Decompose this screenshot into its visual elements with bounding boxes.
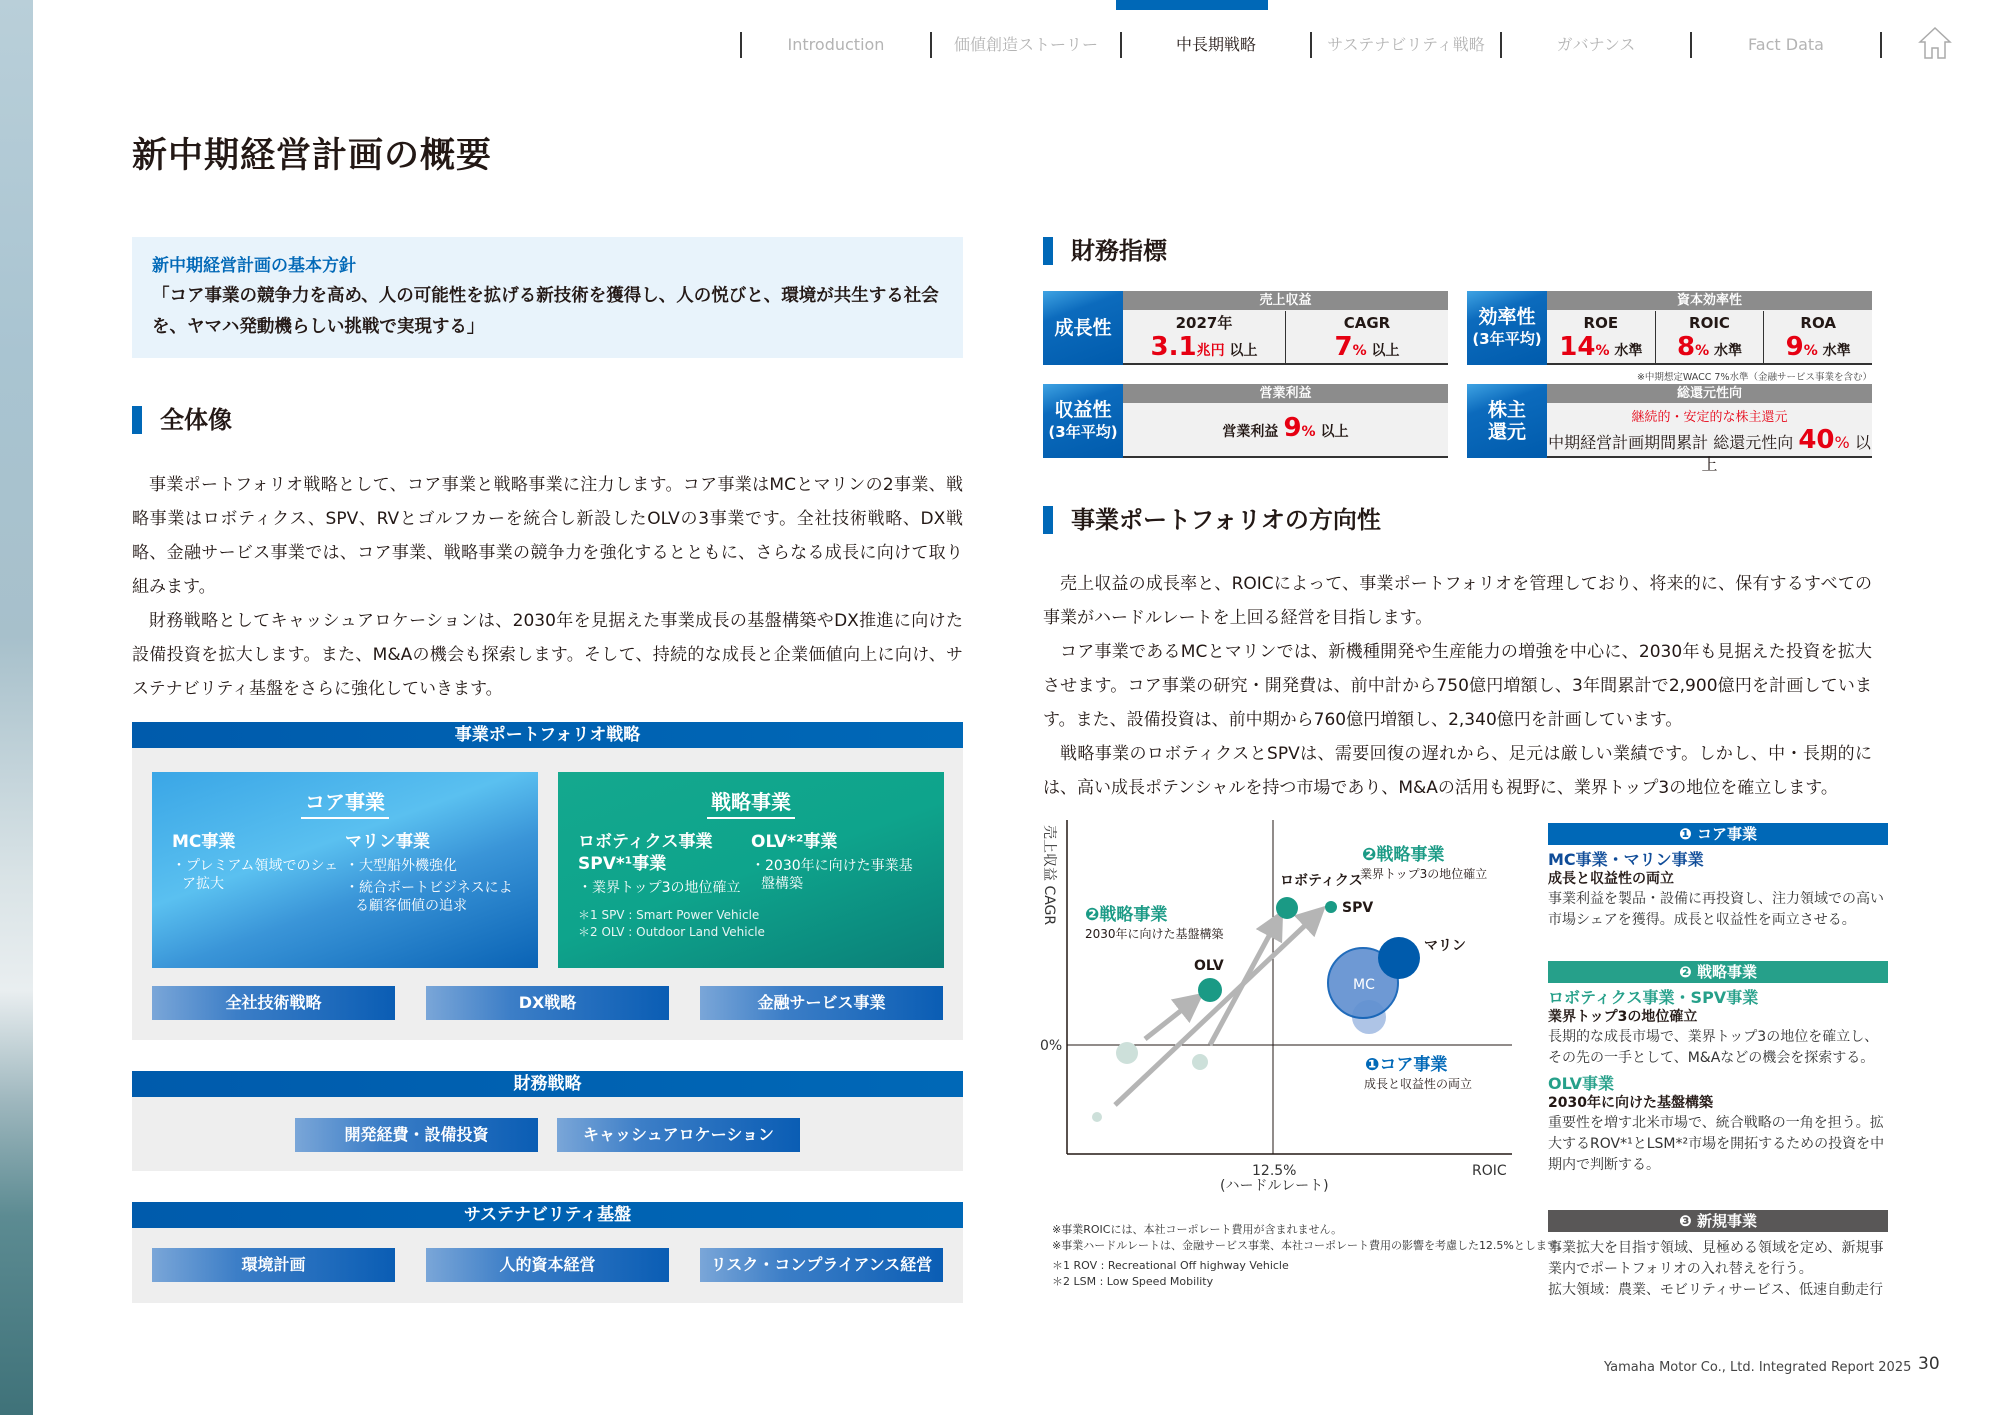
- x-axis-label: ROIC: [1472, 1163, 1507, 1179]
- side-subheading: 成長と収益性の両立: [1548, 871, 1674, 887]
- footnote: ＊1 SPV : Smart Power Vehicle: [578, 908, 760, 922]
- tab-introduction[interactable]: Introduction: [740, 32, 930, 58]
- side-band-new: ❸ 新規事業: [1548, 1210, 1888, 1232]
- direction-heading: 事業ポートフォリオの方向性: [1043, 505, 1381, 535]
- portfolio-strategy-panel: [132, 722, 963, 1040]
- metrics-heading: 財務指標: [1043, 236, 1167, 266]
- bullet: ・プレミアム領域でのシェア拡大: [172, 858, 339, 892]
- svg-text:OLV: OLV: [1194, 958, 1224, 974]
- metric-key: ROA: [1800, 313, 1836, 332]
- chart-notes: ※事業ROICには、本社コーポレート費用が含まれません。 ※事業ハードルレートは、金融サービス事業、本社コーポレート費用の影響を考慮した12.5%とします。 ＊1 ROV : Recreational Off highway Vehicle ＊2 LSM : Low Speed Mobility: [1052, 1223, 1569, 1288]
- side-heading: OLV事業: [1548, 1074, 1614, 1093]
- bullet: ・大型船外機強化: [345, 858, 457, 874]
- svg-text:(ハードルレート): (ハードルレート): [1220, 1178, 1329, 1194]
- report-name: Yamaha Motor Co., Ltd. Integrated Report 2025: [1604, 1360, 1912, 1375]
- side-text: 重要性を増す北米市場で、統合戦略の一角を担う。拡大するROV*¹とLSM*²市場を開拓するための投資を中期内で判断する。: [1548, 1115, 1885, 1173]
- svg-text:0%: 0%: [1040, 1038, 1063, 1054]
- direction-paragraph: 戦略事業のロボティクスとSPVは、需要回復の遅れから、足元は厳しい業績です。しかし、中・長期的には、高い成長ポテンシャルを持つ市場であり、M&Aの活用も視野に、業界トップ3の地位を確立します。: [1043, 744, 1872, 798]
- tab-value-creation[interactable]: 価値創造ストーリー: [930, 32, 1120, 58]
- side-core: [1548, 823, 1888, 931]
- overview-paragraph: 事業ポートフォリオ戦略として、コア事業と戦略事業に注力します。コア事業はMCとマリンの2事業、戦略事業はロボティクス、SPV、RVとゴルフカーを統合し新設したOLVの3事業です。全社技術戦略、DX戦略、金融サービス事業では、コア事業、戦略事業の競争力を強化するとともに、さらなる成長に向けて取り組みます。: [132, 475, 963, 597]
- metric-value: 8: [1677, 331, 1696, 362]
- svg-text:❷戦略事業: ❷戦略事業: [1362, 845, 1445, 865]
- side-heading: MC事業・マリン事業: [1548, 850, 1704, 869]
- page-title: 新中期経営計画の概要: [132, 136, 493, 176]
- policy-title: 新中期経営計画の基本方針: [152, 256, 356, 276]
- direction-paragraph: 売上収益の成長率と、ROICによって、事業ポートフォリオを管理しており、将来的に、保有するすべての事業がハードルレートを上回る経営を目指します。: [1043, 574, 1872, 628]
- bullet: ・2030年に向けた事業基盤構築: [751, 858, 913, 892]
- sub-box: 開発経費・設備投資: [295, 1118, 538, 1152]
- metric-head: 資本効率性: [1547, 291, 1872, 310]
- strategic-business-box: [558, 772, 944, 968]
- sub-box: DX戦略: [426, 986, 669, 1020]
- active-tab-indicator: [1116, 0, 1268, 10]
- robotics-business: ロボティクス事業: [578, 832, 713, 852]
- tab-governance[interactable]: ガバナンス: [1500, 32, 1690, 58]
- bubble-spv: [1325, 901, 1337, 913]
- side-band-strategic: ❷ 戦略事業: [1548, 961, 1888, 983]
- panel-band: 財務戦略: [132, 1071, 963, 1097]
- nav-divider: [1880, 32, 1882, 58]
- mc-business: MC事業: [172, 832, 236, 852]
- tab-fact-data[interactable]: Fact Data: [1690, 32, 1880, 58]
- spv-business: SPV*¹事業: [578, 854, 667, 874]
- metric-key: ROE: [1583, 313, 1619, 332]
- metric-label: 効率性: [1478, 306, 1536, 328]
- finance-strategy-panel: [132, 1071, 963, 1171]
- metric-label: 収益性: [1054, 399, 1112, 421]
- overview-paragraph: 財務戦略としてキャッシュアロケーションは、2030年を見据えた事業成長の基盤構築やDX推進に向けた設備投資を拡大します。また、M&Aの機会も探索します。そして、持続的な成長と企業価値向上に向け、サステナビリティ基盤をさらに強化していきます。: [132, 611, 963, 699]
- svg-text:12.5%: 12.5%: [1252, 1163, 1297, 1179]
- strategic-title: 戦略事業: [707, 786, 795, 819]
- metric-profitability: 収益性 (3年平均) 営業利益 営業利益 9% 以上: [1043, 384, 1448, 462]
- sub-box: リスク・コンプライアンス経営: [700, 1248, 943, 1282]
- svg-text:マリン: マリン: [1424, 938, 1466, 954]
- core-title: コア事業: [301, 786, 389, 819]
- metric-key: 2027年: [1175, 313, 1233, 332]
- direction-body: [1043, 567, 1872, 805]
- side-text: 長期的な成長市場で、業界トップ3の地位を確立し、その先の一手として、M&Aなどの機会を探索する。: [1548, 1029, 1879, 1066]
- svg-text:❶コア事業: ❶コア事業: [1365, 1055, 1448, 1075]
- bubble-robotics: [1276, 897, 1298, 919]
- metric-value: 14: [1559, 331, 1596, 362]
- metric-key: ROIC: [1689, 313, 1730, 332]
- side-subheading: 2030年に向けた基盤構築: [1548, 1095, 1713, 1111]
- overview-heading: 全体像: [132, 405, 232, 435]
- policy-text: 「コア事業の競争力を高め、人の可能性を拡げる新技術を獲得し、人の悦びと、環境が共生する社会を、ヤマハ発動機らしい挑戦で実現する」: [152, 286, 939, 337]
- bubble-olv: [1198, 978, 1222, 1002]
- footnote: ＊2 OLV : Outdoor Land Vehicle: [578, 925, 765, 939]
- metric-key: CAGR: [1343, 313, 1391, 332]
- svg-text:業界トップ3の地位確立: 業界トップ3の地位確立: [1360, 867, 1488, 881]
- metric-growth: 成長性 売上収益 2027年 3.1兆円 以上 CAGR 7% 以上: [1043, 291, 1448, 369]
- metric-value: 3.1: [1150, 331, 1197, 362]
- wacc-note: ※中期想定WACC 7%水準（金融サービス事業を含む）: [1636, 372, 1872, 383]
- side-text: 拡大領域：農業、モビリティサービス、低速自動走行: [1548, 1282, 1884, 1298]
- return-policy: 継続的・安定的な株主還元: [1631, 410, 1788, 425]
- sub-box: 全社技術戦略: [152, 986, 395, 1020]
- side-strategic: [1548, 961, 1888, 1176]
- svg-text:SPV: SPV: [1342, 900, 1374, 916]
- panel-band: 事業ポートフォリオ戦略: [132, 722, 963, 748]
- side-new: [1548, 1210, 1888, 1301]
- home-icon[interactable]: [1918, 26, 1952, 60]
- side-band-core: ❶ コア事業: [1548, 823, 1888, 845]
- sub-box: 環境計画: [152, 1248, 395, 1282]
- metric-head: 営業利益: [1123, 384, 1448, 403]
- metric-head: 総還元性向: [1547, 384, 1872, 403]
- top-nav: [740, 0, 2000, 80]
- overview-body: [132, 468, 963, 706]
- metric-value: 9: [1283, 412, 1302, 443]
- metric-label: 成長性: [1054, 317, 1112, 339]
- metric-value: 9: [1785, 331, 1804, 362]
- bubble-marine: [1378, 937, 1420, 979]
- panel-band: サステナビリティ基盤: [132, 1202, 963, 1228]
- policy-box: [132, 237, 963, 358]
- side-text: 事業利益を製品・設備に再投資し、注力領域での高い市場シェアを獲得。成長と収益性を両立させる。: [1548, 891, 1884, 928]
- svg-text:成長と収益性の両立: 成長と収益性の両立: [1364, 1077, 1473, 1091]
- tab-sustainability[interactable]: サステナビリティ戦略: [1310, 32, 1500, 58]
- svg-text:❷戦略事業: ❷戦略事業: [1085, 905, 1168, 925]
- metric-shareholder-return: 株主 還元 総還元性向 継続的・安定的な株主還元 中期経営計画期間累計 総還元性向 40% 以上: [1467, 384, 1872, 462]
- metric-label: 株主: [1487, 399, 1526, 421]
- side-heading: ロボティクス事業・SPV事業: [1548, 988, 1759, 1007]
- sub-box: 金融サービス事業: [700, 986, 943, 1020]
- metric-value: 7: [1334, 331, 1353, 362]
- svg-text:MC: MC: [1353, 977, 1375, 993]
- page-number: 30: [1918, 1354, 1940, 1374]
- core-business-box: [152, 772, 538, 968]
- metric-head: 売上収益: [1123, 291, 1448, 310]
- sub-box: キャッシュアロケーション: [557, 1118, 800, 1152]
- marine-business: マリン事業: [345, 832, 430, 852]
- olv-business: OLV*²事業: [751, 832, 838, 852]
- bullet: ・業界トップ3の地位確立: [578, 880, 741, 896]
- metric-value: 40: [1798, 425, 1835, 455]
- svg-text:ロボティクス: ロボティクス: [1280, 873, 1363, 889]
- sea-photo-strip: [0, 0, 33, 1415]
- side-text: 事業拡大を目指す領域、見極める領域を定め、新規事業内でポートフォリオの入れ替えを行う。: [1548, 1240, 1884, 1277]
- metric-efficiency: 効率性 (3年平均) 資本効率性 ROE 14% 水準 ROIC 8% 水準 ROA 9% 水準: [1467, 291, 1872, 369]
- sustainability-panel: [132, 1202, 963, 1303]
- portfolio-scatter-chart: [1040, 820, 1520, 1210]
- y-axis-label: 売上収益 CAGR: [1041, 825, 1057, 926]
- side-subheading: 業界トップ3の地位確立: [1548, 1009, 1698, 1025]
- direction-paragraph: コア事業であるMCとマリンでは、新機種開発や生産能力の増強を中心に、2030年も見据えた投資を拡大させます。コア事業の研究・開発費は、前中計から750億円増額し、3年間累計で2,900億円を計画しています。また、設備投資は、前中期から760億円増額し、2,340億円を計画しています。: [1043, 642, 1872, 730]
- svg-text:2030年に向けた基盤構築: 2030年に向けた基盤構築: [1085, 927, 1224, 941]
- bullet: ・統合ボートビジネスによる顧客価値の追求: [345, 880, 513, 914]
- sub-box: 人的資本経営: [426, 1248, 669, 1282]
- tab-mid-long-strategy[interactable]: 中長期戦略: [1120, 32, 1310, 58]
